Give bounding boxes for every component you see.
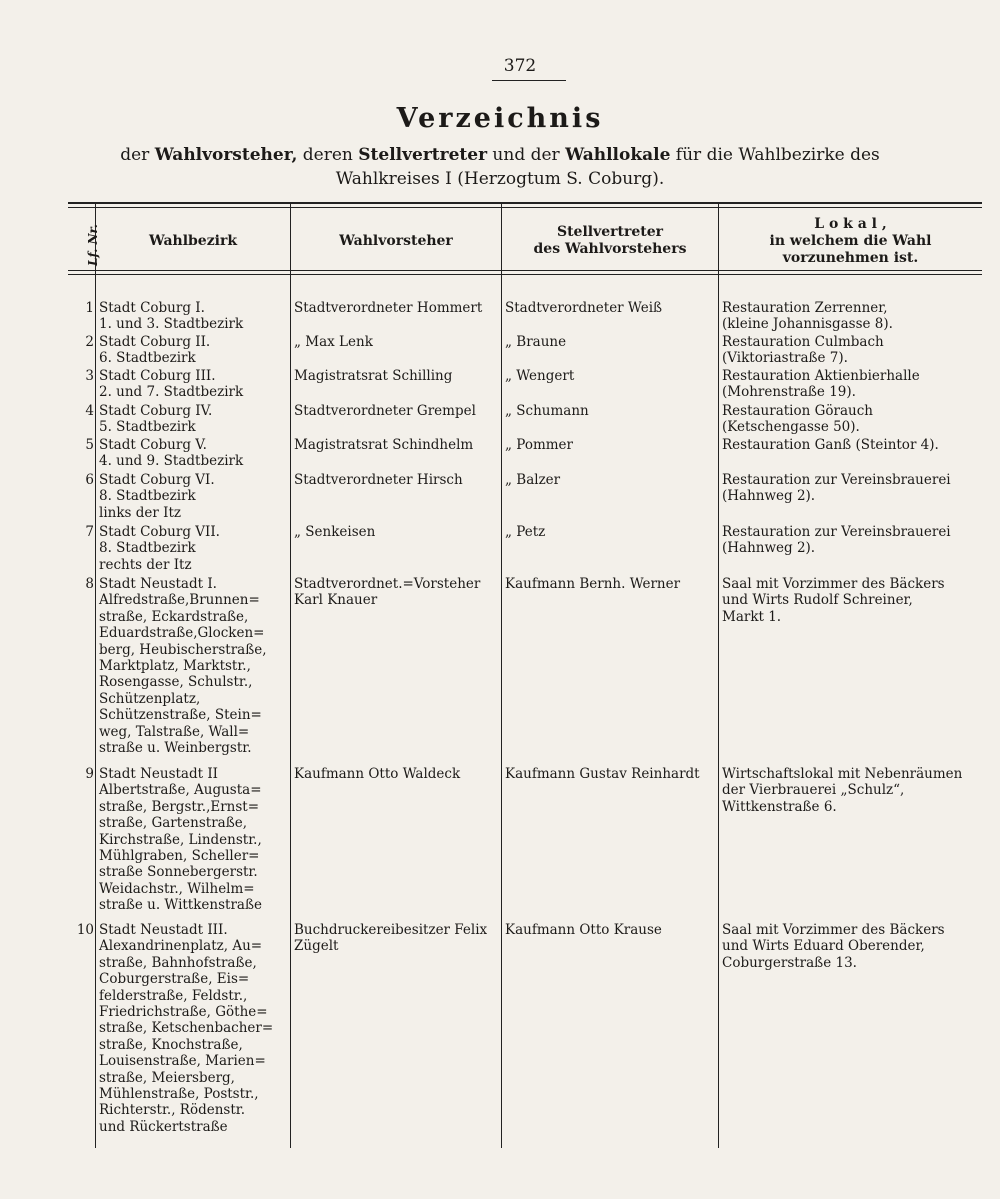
page-title: Verzeichnis [396, 103, 604, 134]
column-divider [718, 204, 719, 1148]
cell-wahlbezirk: Stadt Neustadt II Albertstraße, Augusta= straße, Bergstr.,Ernst= straße, Gartenstraße, Kirchstraße, Lindenstr., Mühlgraben, Scheller= straße Sonnebergerstr. Weidachstr., Wilhelm= straße u. Wittkenstraße [99, 766, 262, 914]
header-bottom-rule [68, 270, 982, 271]
cell-stellvertreter: „ Petz [505, 524, 546, 540]
cell-wahlvorsteher: Stadtverordneter Hommert [294, 300, 483, 316]
cell-nr: 9 [85, 766, 94, 782]
cell-wahlvorsteher: Stadtverordneter Hirsch [294, 472, 463, 488]
cell-lokal: Restauration zur Vereinsbrauerei (Hahnweg 2). [722, 524, 951, 557]
subtitle-mid-2: und der [487, 145, 566, 165]
subtitle-post: für die Wahlbezirke des [670, 145, 880, 165]
cell-stellvertreter: „ Pommer [505, 437, 573, 453]
cell-wahlbezirk: Stadt Coburg III. 2. und 7. Stadtbezirk [99, 368, 244, 401]
subtitle-wahlvorsteher: Wahlvorsteher, [154, 145, 298, 165]
column-divider [290, 204, 291, 1148]
cell-lokal: Restauration Culmbach (Viktoriastraße 7). [722, 334, 884, 367]
cell-wahlvorsteher: „ Senkeisen [294, 524, 376, 540]
cell-lokal: Saal mit Vorzimmer des Bäckers und Wirts Eduard Oberender, Coburgerstraße 13. [722, 922, 945, 971]
column-divider [95, 204, 96, 1148]
cell-lokal: Restauration Görauch (Ketschengasse 50). [722, 403, 873, 436]
header-stellvertreter [502, 216, 718, 266]
cell-lokal: Restauration zur Vereinsbrauerei (Hahnweg 2). [722, 472, 951, 505]
subtitle-line-2: Wahlkreises I (Herzogtum S. Coburg). [335, 169, 665, 189]
header-nr: Lf. Nr. [85, 224, 100, 266]
cell-wahlvorsteher: „ Max Lenk [294, 334, 373, 350]
cell-wahlbezirk: Stadt Coburg VI. 8. Stadtbezirk links der Itz [99, 472, 215, 521]
cell-lokal: Saal mit Vorzimmer des Bäckers und Wirts Rudolf Schreiner, Markt 1. [722, 576, 945, 625]
cell-lokal: Wirtschaftslokal mit Nebenräumen der Vierbrauerei „Schulz“, Wittkenstraße 6. [722, 766, 963, 815]
cell-stellvertreter: Stadtverordneter Weiß [505, 300, 663, 316]
cell-stellvertreter: „ Braune [505, 334, 567, 350]
header-lokal [719, 216, 982, 266]
cell-nr: 2 [85, 334, 94, 350]
cell-wahlbezirk: Stadt Coburg IV. 5. Stadtbezirk [99, 403, 213, 436]
cell-lokal: Restauration Ganß (Steintor 4). [722, 437, 939, 453]
cell-wahlvorsteher: Magistratsrat Schilling [294, 368, 453, 384]
subtitle-pre: der [120, 145, 155, 165]
header-bottom-rule-thin [68, 274, 982, 275]
cell-nr: 1 [85, 300, 94, 316]
subtitle-line-1 [0, 145, 1000, 165]
cell-nr: 6 [85, 472, 94, 488]
cell-stellvertreter: „ Wengert [505, 368, 575, 384]
cell-wahlbezirk: Stadt Coburg I. 1. und 3. Stadtbezirk [99, 300, 244, 333]
cell-nr: 4 [85, 403, 94, 419]
cell-stellvertreter: Kaufmann Gustav Reinhardt [505, 766, 700, 782]
cell-wahlvorsteher: Magistratsrat Schindhelm [294, 437, 474, 453]
cell-lokal: Restauration Aktienbierhalle (Mohrenstraße 19). [722, 368, 920, 401]
header-stellvertreter-line-2: des Wahlvorstehers [533, 241, 687, 257]
header-lokal-line-2: in welchem die Wahl vorzunehmen ist. [769, 232, 932, 266]
table-top-rule-thin [68, 207, 982, 208]
page-number: 372 [503, 56, 537, 76]
cell-nr: 7 [85, 524, 94, 540]
header-wahlvorsteher: Wahlvorsteher [339, 232, 453, 249]
cell-wahlvorsteher: Stadtverordnet.=Vorsteher Karl Knauer [294, 576, 481, 609]
cell-nr: 5 [85, 437, 94, 453]
header-stellvertreter-line-1: Stellvertreter [556, 224, 664, 240]
header-lokal-line-1: L o k a l , [814, 215, 887, 232]
cell-wahlvorsteher: Kaufmann Otto Waldeck [294, 766, 461, 782]
cell-stellvertreter: „ Schumann [505, 403, 589, 419]
cell-wahlbezirk: Stadt Coburg II. 6. Stadtbezirk [99, 334, 211, 367]
cell-wahlbezirk: Stadt Coburg VII. 8. Stadtbezirk rechts der Itz [99, 524, 220, 573]
subtitle-mid-1: deren [297, 145, 359, 165]
header-wahlbezirk: Wahlbezirk [148, 232, 238, 249]
cell-stellvertreter: Kaufmann Otto Krause [505, 922, 662, 938]
cell-lokal: Restauration Zerrenner, (kleine Johannisgasse 8). [722, 300, 893, 333]
cell-wahlbezirk: Stadt Neustadt III. Alexandrinenplatz, Au= straße, Bahnhofstraße, Coburgerstraße, Eis= felderstraße, Feldstr., Friedrichstraße, Göthe= straße, Ketschenbacher= straße, Knochstraße, Louisenstraße, Marien= straße, Meiersberg, Mühlenstraße, Poststr., Richterstr., Rödenstr. und Rückertstraße [99, 922, 274, 1135]
cell-wahlvorsteher: Stadtverordneter Grempel [294, 403, 476, 419]
table-top-rule [68, 202, 982, 204]
election-table [68, 198, 982, 1148]
cell-wahlbezirk: Stadt Neustadt I. Alfredstraße,Brunnen= straße, Eckardstraße, Eduardstraße,Glocken= berg, Heubischerstraße, Marktplatz, Marktstr., Rosengasse, Schulstr., Schützenplatz, Schützenstraße, Stein= weg, Talstraße, Wall= straße u. Weinbergstr. [99, 576, 267, 757]
cell-wahlbezirk: Stadt Coburg V. 4. und 9. Stadtbezirk [99, 437, 244, 470]
cell-stellvertreter: Kaufmann Bernh. Werner [505, 576, 681, 592]
cell-nr: 3 [85, 368, 94, 384]
column-divider [501, 204, 502, 1148]
subtitle-wahllokale: Wahllokale [565, 145, 671, 165]
cell-nr: 8 [85, 576, 94, 592]
cell-wahlvorsteher: Buchdruckereibesitzer Felix Zügelt [294, 922, 488, 955]
subtitle-stellvertreter: Stellvertreter [358, 145, 488, 165]
cell-nr: 10 [76, 922, 94, 938]
cell-stellvertreter: „ Balzer [505, 472, 561, 488]
page-number-rule [492, 80, 566, 81]
